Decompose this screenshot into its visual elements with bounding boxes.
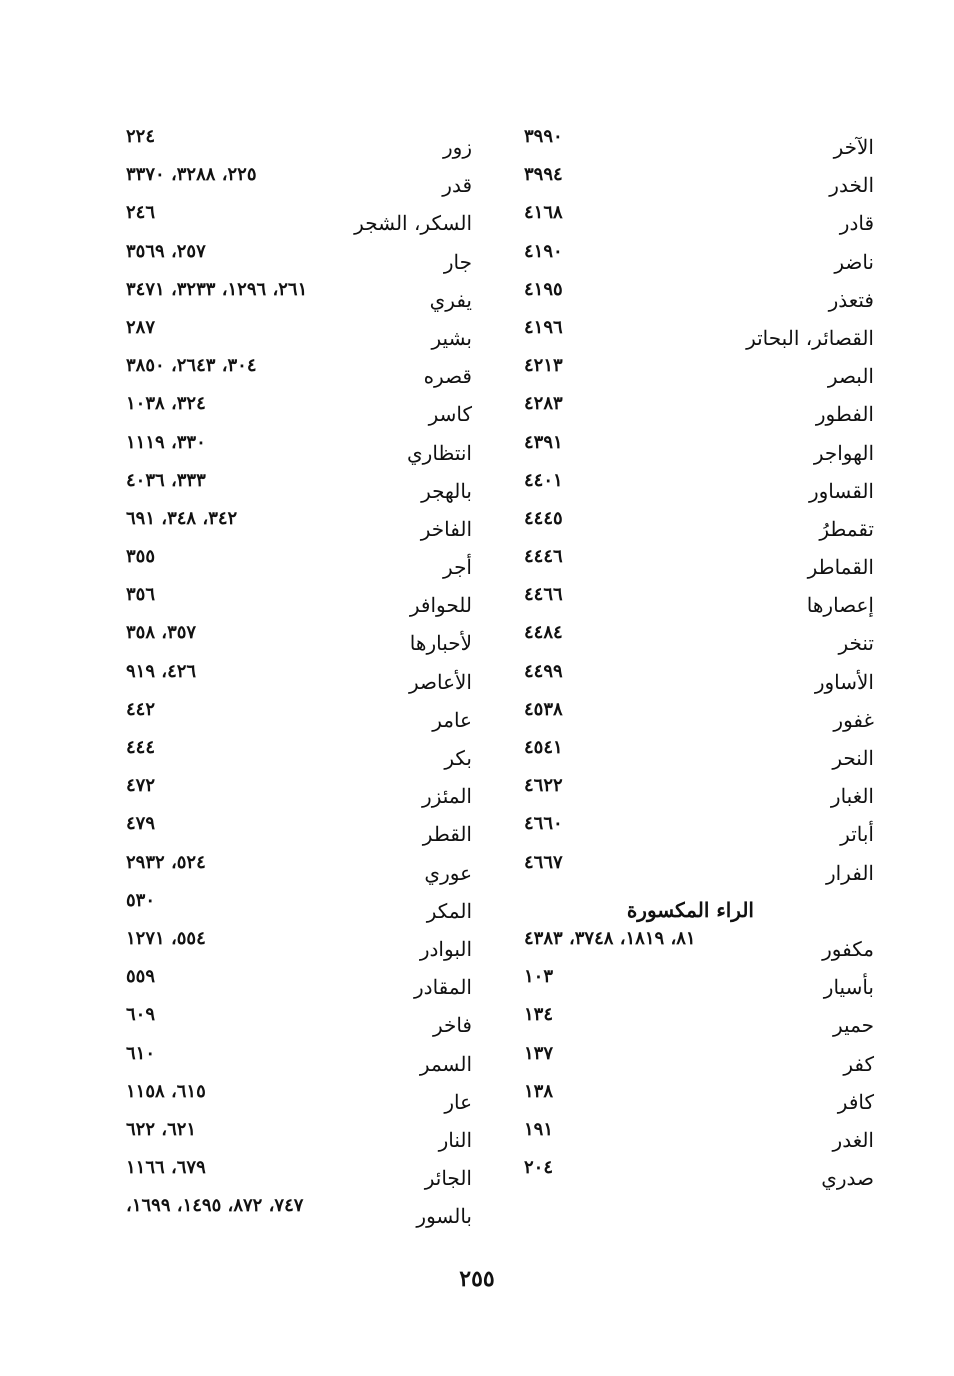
entry-refs: ١٣٧ (524, 1042, 554, 1064)
entry-word: الآخر (833, 135, 874, 159)
entry-refs: ٥٥٤، ١٢٧١ (126, 927, 206, 949)
index-entry (126, 1002, 472, 1040)
entry-refs: ٣٢٤، ١٠٣٨ (126, 393, 206, 415)
entry-refs: ٣٩٩٠ (524, 126, 563, 147)
index-entry (126, 1079, 472, 1117)
entry-word: عوري (424, 860, 472, 885)
entry-refs: ١٩١ (524, 1118, 554, 1140)
index-entry (126, 1117, 472, 1155)
entry-refs: ٨١، ١٨١٩، ٣٧٤٨، ٤٣٨٣ (524, 927, 696, 949)
entry-refs: ٤٤٦٦ (524, 584, 563, 606)
entry-word: الأعاصر (408, 669, 472, 694)
entry-refs: ٤٤٤٦ (524, 546, 563, 568)
entry-word: الخدر (829, 173, 874, 198)
index-entry (126, 277, 472, 315)
entry-refs: ١٠٣ (524, 966, 554, 988)
entry-refs: ٤٢٨٣ (524, 393, 563, 415)
index-entry (126, 353, 472, 391)
entry-word: أجر (443, 555, 472, 580)
index-entry (524, 773, 874, 811)
entry-word: الفاخر (420, 516, 472, 541)
entry-word: بشير (431, 325, 472, 350)
entry-refs: ٣٩٩٤ (524, 164, 563, 186)
entry-word: الجائر (424, 1166, 472, 1191)
index-entry (524, 200, 874, 238)
index-entry (524, 811, 874, 849)
right-column-entries-kasra (524, 926, 874, 1193)
left-column (126, 124, 472, 1231)
index-entry (524, 353, 874, 391)
entry-word: زور (443, 135, 472, 159)
entry-refs: ٥٣٠ (126, 889, 156, 911)
entry-word: الغبار (830, 784, 874, 809)
entry-word: بالسور (416, 1204, 472, 1229)
entry-word: كاسر (428, 402, 472, 427)
page-number: ٢٥٥ (459, 1266, 495, 1292)
entry-refs: ٦١٥، ١١٥٨ (126, 1080, 206, 1102)
entry-refs: ١٣٤ (524, 1004, 554, 1026)
index-entry (524, 659, 874, 697)
entry-refs: ٤٤٠١ (524, 469, 563, 491)
entry-word: السمر (419, 1051, 472, 1076)
entry-word: تقمطرُ (819, 516, 874, 541)
entry-word: السكر، الشجر (354, 211, 472, 236)
entry-word: حمير (833, 1013, 874, 1038)
index-entry (126, 124, 472, 162)
entry-refs: ٤٥٣٨ (524, 698, 563, 720)
entry-refs: ٤٦٦٠ (524, 813, 563, 835)
entry-refs: ٣٤٢، ٣٤٨، ٦٩١ (126, 507, 238, 529)
entry-refs: ٤٢٦، ٩١٩ (126, 660, 197, 682)
index-entry (126, 468, 472, 506)
entry-refs: ٢٤٦ (126, 202, 156, 224)
index-entry (524, 964, 874, 1002)
index-entry (524, 315, 874, 353)
entry-word: قادر (839, 211, 874, 236)
index-entry (524, 1041, 874, 1079)
entry-refs: ٤٣٩١ (524, 431, 563, 453)
entry-word: القصائر، البحاتر (746, 325, 874, 350)
index-entry (524, 506, 874, 544)
entry-word: عامر (432, 707, 472, 732)
entry-refs: ٦٧٩، ١١٦٦ (126, 1157, 206, 1179)
entry-refs: ٣٣٠، ١١١٩ (126, 431, 206, 453)
index-entry (126, 391, 472, 429)
entry-word: غفور (833, 707, 874, 732)
entry-refs: ٤٢١٣ (524, 355, 563, 377)
index-entry (524, 1002, 874, 1040)
entry-refs: ٤٤٩٩ (524, 660, 563, 682)
right-column (524, 124, 874, 1193)
entry-word: القماطر (807, 555, 874, 580)
section-heading: الراء المكسورة (626, 897, 754, 922)
entry-word: صدري (821, 1166, 874, 1191)
index-entry (524, 162, 874, 200)
entry-refs: ٣٠٤، ٢٦٤٣، ٣٨٥٠ (126, 355, 257, 377)
entry-refs: ٤٦٦٧ (524, 851, 563, 873)
index-entry (126, 926, 472, 964)
entry-word: المئزر (422, 784, 472, 809)
index-entry (126, 620, 472, 658)
entry-word: فاخر (432, 1013, 472, 1038)
index-entry (126, 850, 472, 888)
index-entry (524, 430, 874, 468)
entry-refs: ٢٦١، ١٢٩٦، ٣٢٣٣، ٣٤٧١ (126, 278, 308, 300)
entry-word: يفري (429, 287, 472, 312)
index-entry (524, 582, 874, 620)
index-entry (126, 1193, 472, 1231)
index-entry (126, 888, 472, 926)
entry-refs: ٣٣٣، ٤٠٣٦ (126, 469, 206, 491)
entry-word: النحر (832, 746, 874, 770)
index-entry (524, 391, 874, 429)
index-entry (126, 430, 472, 468)
entry-refs: ١٣٨ (524, 1080, 554, 1102)
entry-refs: ٥٢٤، ٢٩٣٢ (126, 851, 206, 873)
entry-refs: ٤١٦٨ (524, 202, 563, 224)
entry-refs: ٧٤٧، ٨٧٢، ١٤٩٥، ١٦٩٩، (126, 1195, 304, 1217)
right-column-entries (524, 124, 874, 888)
entry-refs: ٣٥٦ (126, 584, 156, 606)
index-entry (524, 468, 874, 506)
entry-word: للحوافر (409, 593, 472, 618)
index-entry (524, 1079, 874, 1117)
index-entry (524, 620, 874, 658)
index-entry (126, 1155, 472, 1193)
entry-refs: ٥٥٩ (126, 966, 156, 988)
entry-refs: ٣٥٥ (126, 546, 156, 568)
entry-refs: ٢٠٤ (524, 1157, 554, 1179)
index-entry (126, 582, 472, 620)
entry-refs: ٤١٩٠ (524, 240, 563, 262)
index-entry (126, 1041, 472, 1079)
entry-word: تنخر (838, 631, 874, 656)
entry-word: إعصارها (806, 593, 874, 618)
entry-word: مكفور (822, 936, 874, 961)
index-entry (524, 850, 874, 888)
index-entry (126, 506, 472, 544)
index-entry (524, 1117, 874, 1155)
index-entry (126, 315, 472, 353)
entry-word: جار (443, 249, 472, 274)
entry-word: البصر (827, 364, 874, 389)
entry-refs: ٤٤٢ (126, 698, 156, 720)
index-entry (524, 735, 874, 773)
entry-word: الهواجر (813, 440, 874, 465)
entry-refs: ٤٤٤٥ (524, 507, 563, 529)
index-entry (524, 124, 874, 162)
entry-word: ناضر (834, 249, 874, 274)
entry-word: بكر (444, 746, 472, 770)
entry-word: النار (438, 1127, 472, 1152)
index-entry (524, 277, 874, 315)
entry-refs: ٤٥٤١ (524, 737, 563, 758)
index-entry (524, 697, 874, 735)
index-entry (126, 735, 472, 773)
entry-word: كفر (843, 1051, 874, 1076)
index-entry (126, 162, 472, 200)
entry-refs: ٤٧٩ (126, 813, 156, 835)
entry-refs: ٢٥٧، ٣٥٦٩ (126, 240, 206, 262)
entry-refs: ٤٤٨٤ (524, 622, 563, 644)
index-entry (126, 964, 472, 1002)
index-entry (126, 200, 472, 238)
entry-word: انتظاري (407, 440, 472, 465)
entry-word: عار (444, 1089, 472, 1114)
entry-word: بالهجر (421, 478, 472, 503)
entry-refs: ٤٦٢٢ (524, 775, 563, 797)
entry-refs: ٢٢٥، ٣٢٨٨، ٣٣٧٠ (126, 164, 257, 186)
entry-word: الفرار (825, 860, 874, 885)
index-entry (126, 697, 472, 735)
entry-refs: ٢٨٧ (126, 316, 156, 338)
entry-refs: ٦٢١، ٦٢٢ (126, 1118, 197, 1140)
entry-word: كافر (837, 1089, 874, 1114)
entry-refs: ٤٤٤ (126, 737, 156, 758)
entry-word: القطر (422, 822, 472, 847)
entry-word: الأساور (814, 669, 874, 694)
entry-refs: ٦٠٩ (126, 1004, 156, 1026)
index-entry (126, 544, 472, 582)
entry-refs: ٢٢٤ (126, 126, 156, 147)
index-entry (126, 239, 472, 277)
entry-word: قصره (423, 364, 472, 389)
entry-word: لأحبارها (409, 631, 472, 656)
left-column-entries (126, 124, 472, 1231)
entry-refs: ٤١٩٦ (524, 316, 563, 338)
index-entry (524, 926, 874, 964)
entry-word: قدر (442, 173, 472, 198)
entry-refs: ٤١٩٥ (524, 278, 563, 300)
entry-word: القساور (808, 478, 874, 503)
index-entry (126, 659, 472, 697)
entry-word: الفطور (815, 402, 874, 427)
entry-word: فتعذر (828, 287, 874, 312)
entry-word: المقادر (414, 975, 472, 1000)
entry-word: بأسيار (823, 975, 874, 1000)
index-entry (126, 773, 472, 811)
entry-word: المكر (426, 898, 472, 923)
entry-refs: ٦١٠ (126, 1042, 156, 1064)
index-entry (524, 239, 874, 277)
index-entry (126, 811, 472, 849)
index-entry (524, 544, 874, 582)
entry-word: البوادر (419, 936, 472, 961)
entry-refs: ٣٥٧، ٣٥٨ (126, 622, 197, 644)
entry-word: الغدر (832, 1127, 874, 1152)
entry-word: أباتر (840, 822, 874, 847)
section-heading-row (524, 888, 874, 926)
index-entry (524, 1155, 874, 1193)
entry-refs: ٤٧٢ (126, 775, 156, 797)
